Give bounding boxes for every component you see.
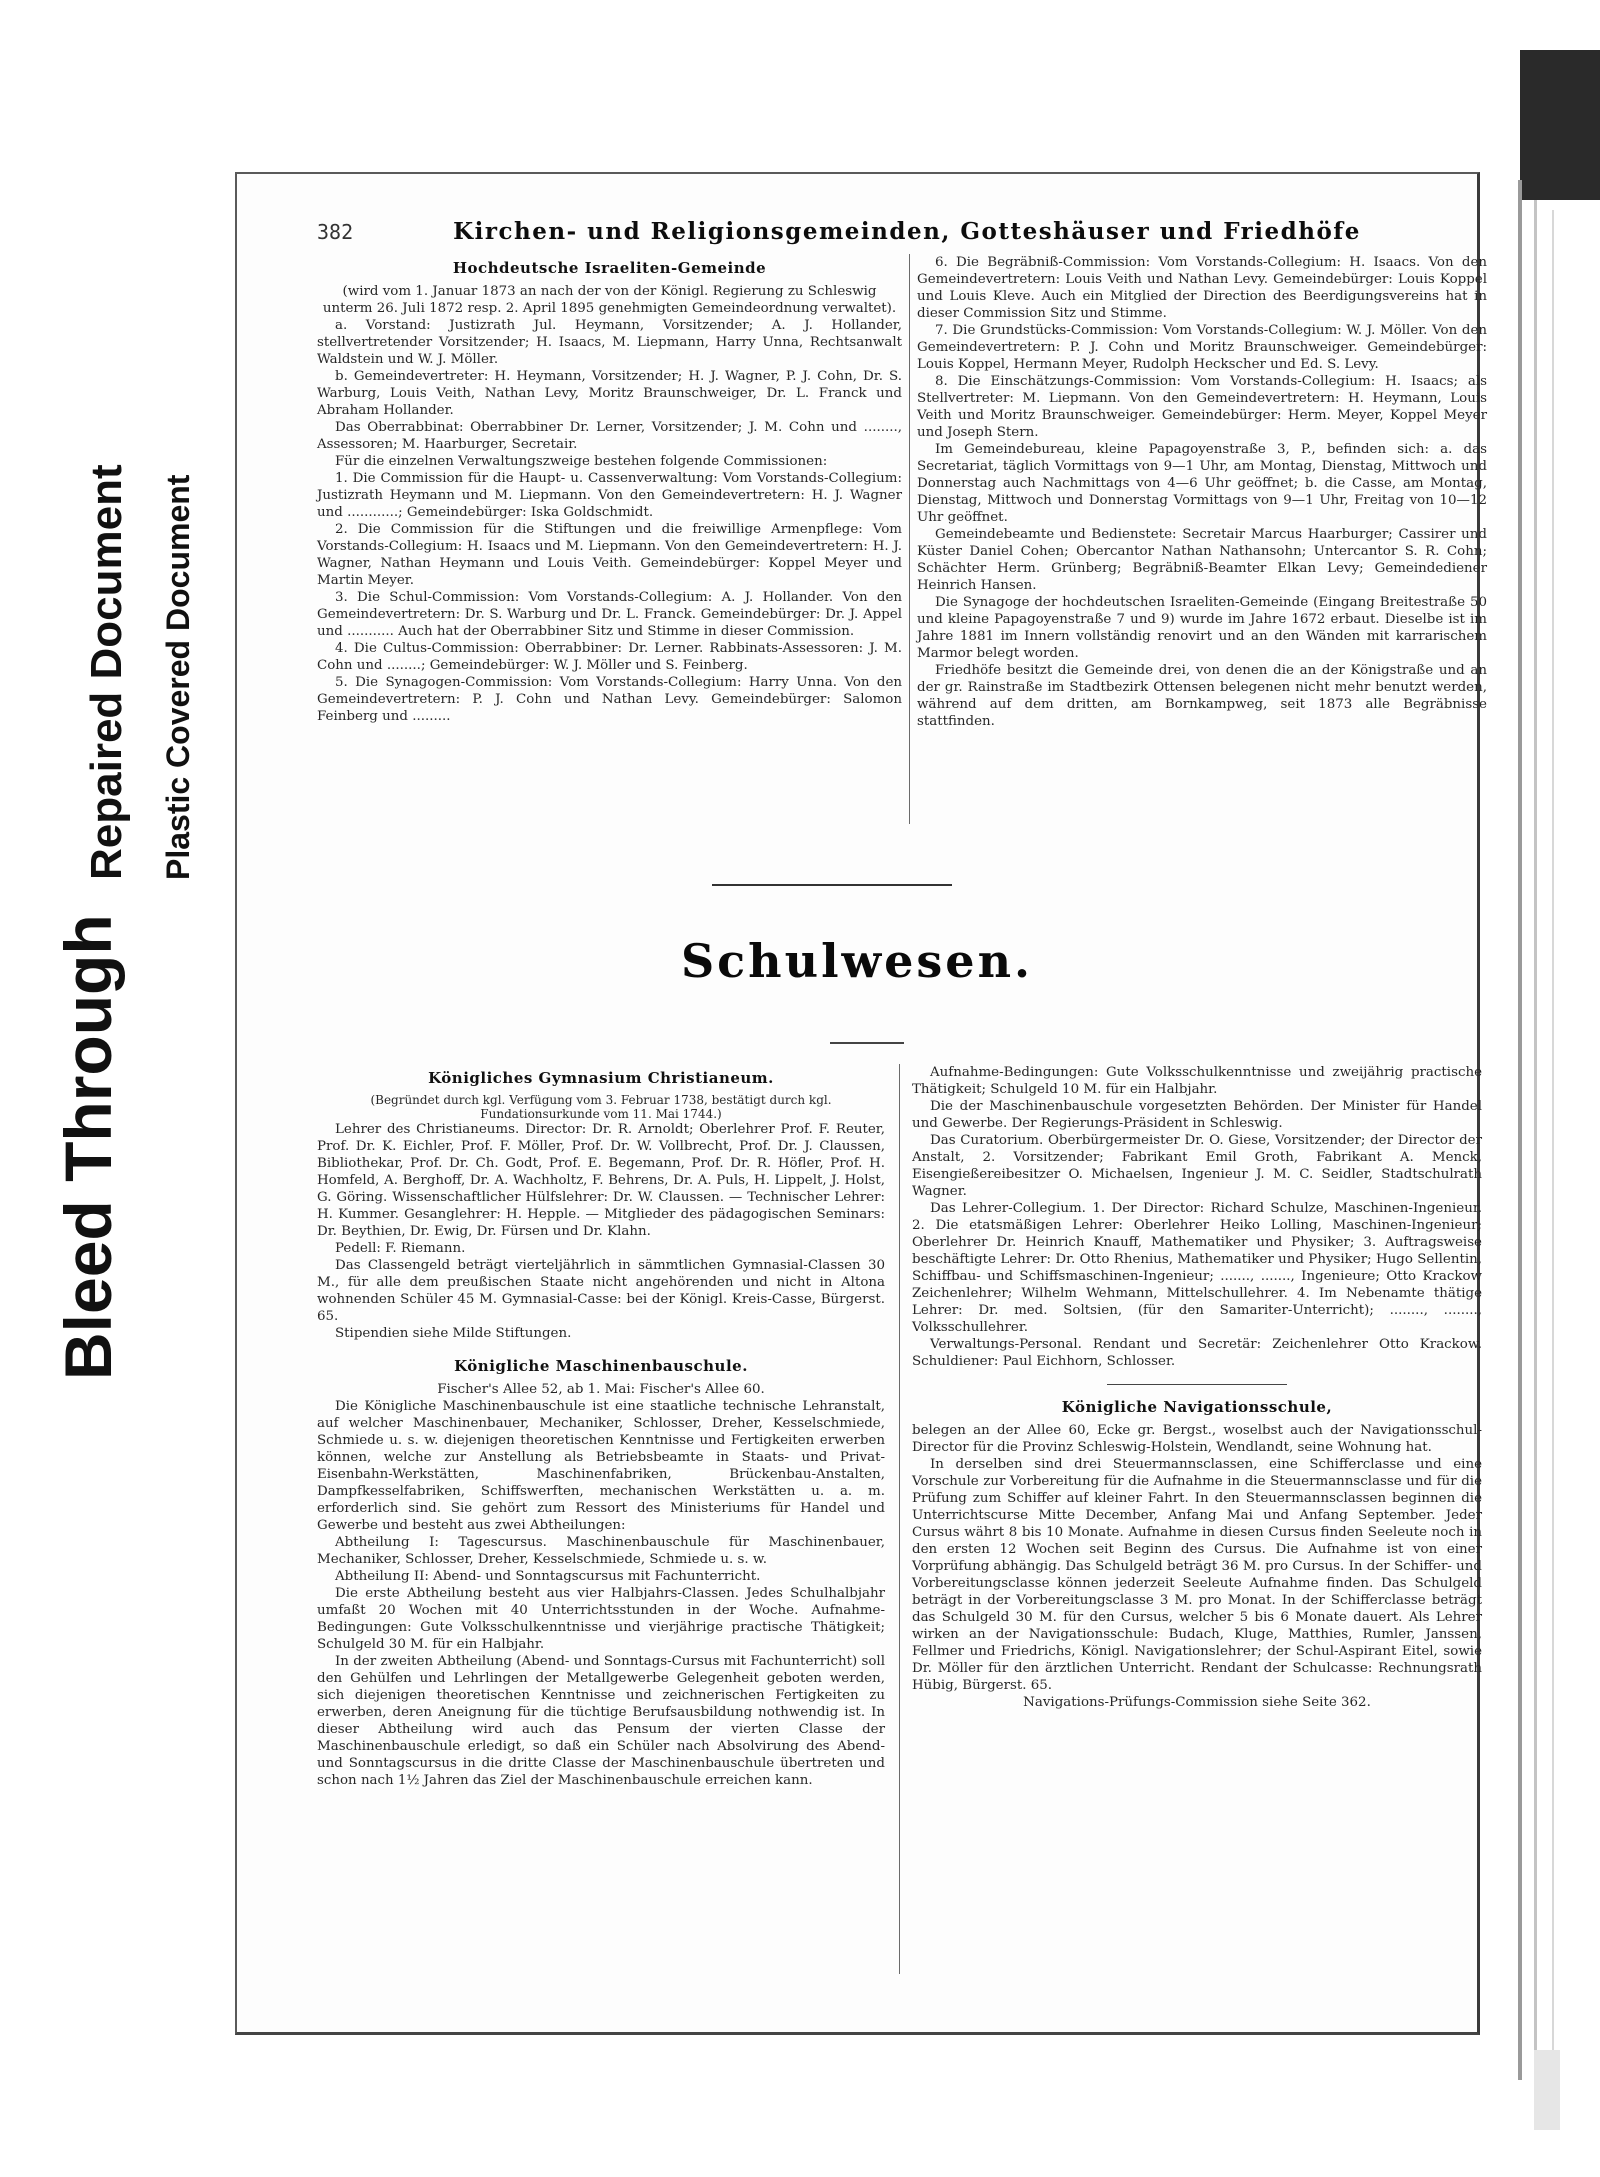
- section-rule: [830, 1042, 904, 1044]
- paragraph: 4. Die Cultus-Commission: Oberrabbiner: Dr. Lerner. Rabbinats-Assessoren: J. M. Cohn und ........; Gemeindebürger: W. J. Möller und S. Feinberg.: [317, 641, 902, 673]
- paragraph: Das Curatorium. Oberbürgermeister Dr. O. Giese, Vorsitzender; der Director der Anstalt, 2. Vorsitzender; Fabrikant Emil Groth, Fabrikant A. Menck, Eisengießereibesitzer O. Michaelsen, Ingenieur J. M. C. Seidler, Stadtschulrath Wagner.: [912, 1133, 1482, 1199]
- page-number: 382: [317, 220, 354, 244]
- binding-line: [1534, 200, 1537, 2080]
- paragraph: In der zweiten Abtheilung (Abend- und Sonntags-Cursus mit Fachunterricht) soll den Gehülfen und Lehrlingen der Metallgewerbe Gelegenheit geboten werden, sich diejenigen theoretischen Kenntnisse und zeichnerischen Fertigkeiten zu erwerben, deren Aneignung für die tüchtige Berufsausbildung nothwendig ist. In dieser Abtheilung wird auch das Pensum der vierten Classe der Maschinenbauschule erledigt, so daß ein Schüler nach Absolvirung des Abend- und Sonntagscursus in die dritte Classe der Maschinenbauschule übertreten und schon nach 1½ Jahren das Ziel der Maschinenbauschule erreichen kann.: [317, 1654, 885, 1788]
- plastic-covered-label: Plastic Covered Document: [160, 474, 196, 880]
- section-heading: Königliche Navigationsschule,: [1061, 1398, 1333, 1416]
- paragraph: 1. Die Commission für die Haupt- u. Cassenverwaltung: Vom Vorstands-Collegium: Justizrath Heymann und M. Liepmann. Von den Gemeindevertretern: H. J. Wagner und ............; Gemeindebürger: Iska Goldschmidt.: [317, 471, 902, 520]
- paragraph: Lehrer des Christianeums. Director: Dr. R. Arnoldt; Oberlehrer Prof. F. Reuter, Prof. Dr. K. Eichler, Prof. F. Möller, Prof. Dr. W. Vollbrecht, Prof. Dr. J. Claussen, Bibliothekar, Prof. Dr. Ch. Godt, Prof. E. Begemann, Prof. Dr. R. Höfler, Prof. H. Homfeld, A. Berghoff, Dr. A. Wachholtz, F. Behrens, Dr. A. Puls, H. Lippelt, J. Holst, G. Göring. Wissenschaftlicher Hülfslehrer: Dr. W. Claussen. — Technischer Lehrer: H. Kummer. Gesanglehrer: H. Hepple. — Mitglieder des pädagogischen Seminars: Dr. Beythien, Dr. Ewig, Dr. Fürsen und Dr. Klahn.: [317, 1122, 885, 1239]
- scan-edge-dark: [1520, 50, 1600, 200]
- binding-line: [1518, 180, 1522, 2080]
- bottom-left-column: [317, 1064, 885, 1789]
- section-heading: Hochdeutsche Israeliten-Gemeinde: [452, 259, 767, 277]
- paragraph: Das Oberrabbinat: Oberrabbiner Dr. Lerner, Vorsitzender; J. M. Cohn und ........, Assessoren; M. Haarburger, Secretair.: [317, 420, 902, 452]
- paragraph: Die Synagoge der hochdeutschen Israeliten-Gemeinde (Eingang Breitestraße 50 und kleine Papagoyenstraße 7 und 9) wurde im Jahre 1672 erbaut. Dieselbe ist im Jahre 1881 im Innern vollständig renovirt und an den Wänden mit karrarischem Marmor belegt worden.: [917, 595, 1487, 661]
- section-rule: [1107, 1384, 1287, 1385]
- bottom-right-column: [912, 1064, 1482, 1711]
- paragraph: Gemeindebeamte und Bedienstete: Secretair Marcus Haarburger; Cassirer und Küster Daniel Cohen; Obercantor Nathan Nathansohn; Untercantor S. R. Cohn; Schächter Herm. Grünberg; Begräbniß-Beamter Elkan Levy; Gemeindediener Heinrich Hansen.: [917, 527, 1487, 593]
- section-heading: Königliche Maschinenbauschule.: [454, 1357, 748, 1375]
- address: Fischer's Allee 52, ab 1. Mai: Fischer's Allee 60.: [437, 1382, 765, 1397]
- bleed-through-label: Bleed Through: [51, 914, 125, 1380]
- paragraph: Pedell: F. Riemann.: [335, 1241, 466, 1256]
- column-divider: [899, 1064, 900, 1974]
- paragraph: Navigations-Prüfungs-Commission siehe Seite 362.: [1023, 1695, 1371, 1710]
- paragraph: b. Gemeindevertreter: H. Heymann, Vorsitzender; H. J. Wagner, P. J. Cohn, Dr. S. Warburg, Louis Veith, Nathan Levy, Moritz Braunschweiger, Dr. L. Franck und Abraham Hollander.: [317, 369, 902, 418]
- repaired-document-label: Repaired Document: [82, 464, 131, 880]
- paragraph: Die der Maschinenbauschule vorgesetzten Behörden. Der Minister für Handel und Gewerbe. Der Regierungs-Präsident in Schleswig.: [912, 1099, 1482, 1131]
- section-title: Schulwesen.: [680, 934, 1034, 988]
- paragraph: Für die einzelnen Verwaltungszweige bestehen folgende Commissionen:: [335, 454, 828, 469]
- binding-line: [1552, 210, 1554, 2060]
- section-rule: [712, 884, 952, 886]
- subtitle: (Begründet durch kgl. Verfügung vom 3. Februar 1738, bestätigt durch kgl. Fundationsurkunde vom 11. Mai 1744.): [370, 1093, 832, 1121]
- paragraph: belegen an der Allee 60, Ecke gr. Bergst., woselbst auch der Navigationsschul-Director für die Provinz Schleswig-Holstein, Wendlandt, seine Wohnung hat.: [912, 1423, 1482, 1455]
- page-header: [317, 218, 1437, 250]
- scan-edge-shadow: [1534, 2050, 1560, 2130]
- paragraph: Das Classengeld beträgt vierteljährlich in sämmtlichen Gymnasial-Classen 30 M., für alle dem preußischen Staate nicht angehörenden und nicht in Altona wohnenden Schüler 45 M. Gymnasial-Casse: bei der Königl. Kreis-Casse, Bürgerst. 65.: [317, 1258, 885, 1324]
- paragraph: a. Vorstand: Justizrath Jul. Heymann, Vorsitzender; A. J. Hollander, stellvertretender Vorsitzender; H. Isaacs, M. Liepmann, Harry Unna, Rechtsanwalt Waldstein und W. J. Möller.: [317, 318, 902, 367]
- document-page: [235, 172, 1487, 2035]
- paragraph: Das Lehrer-Collegium. 1. Der Director: Richard Schulze, Maschinen-Ingenieur. 2. Die etatsmäßigen Lehrer: Oberlehrer Heiko Lolling, Maschinen-Ingenieur; Oberlehrer Dr. Heinrich Knauff, Mathematiker und Physiker; 3. Auftragsweise beschäftigte Lehrer: Dr. Otto Rhenius, Mathematiker und Physiker; Hugo Sellentin, Schiffbau- und Schiffsmaschinen-Ingenieur; ......., ......., Ingenieure; Otto Krackow Zeichenlehrer; Wilhelm Wehmann, Mittelschullehrer. 4. Im Nebenamte thätige Lehrer: Dr. med. Soltsien, (für den Samariter-Unterricht); ........, ........, Volksschullehrer.: [912, 1201, 1482, 1335]
- section-heading: Königliches Gymnasium Christianeum.: [428, 1069, 774, 1087]
- top-left-column: [317, 254, 902, 725]
- paragraph: 7. Die Grundstücks-Commission: Vom Vorstands-Collegium: W. J. Möller. Von den Gemeindevertretern: P. J. Cohn und Moritz Braunschweiger. Gemeindebürger: Louis Koppel, Hermann Meyer, Rudolph Heckscher und Ed. S. Levy.: [917, 323, 1487, 372]
- paragraph: Verwaltungs-Personal. Rendant und Secretär: Zeichenlehrer Otto Krackow. Schuldiener: Paul Eichhorn, Schlosser.: [912, 1337, 1482, 1369]
- paragraph: (wird vom 1. Januar 1873 an nach der von der Königl. Regierung zu Schleswig unterm 26. Juli 1872 resp. 2. April 1895 genehmigten Gemeindeordnung verwaltet).: [322, 284, 897, 316]
- paragraph: 5. Die Synagogen-Commission: Vom Vorstands-Collegium: Harry Unna. Von den Gemeindevertretern: P. J. Cohn und Nathan Levy. Gemeindebürger: Salomon Feinberg und .........: [317, 675, 902, 724]
- top-right-column: [917, 254, 1487, 730]
- paragraph: Abtheilung I: Tagescursus. Maschinenbauschule für Maschinenbauer, Mechaniker, Schlosser, Dreher, Kesselschmiede, Schmiede u. s. w.: [317, 1535, 885, 1567]
- paragraph: Im Gemeindebureau, kleine Papagoyenstraße 3, P., befinden sich: a. das Secretariat, täglich Vormittags von 9—1 Uhr, am Montag, Dienstag, Mittwoch und Donnerstag auch Nachmittags von 4—6 Uhr geöffnet; b. die Casse, am Montag, Dienstag, Mittwoch und Donnerstag Vormittags von 9—1 Uhr, Freitag von 10—12 Uhr geöffnet.: [917, 442, 1487, 525]
- paragraph: Aufnahme-Bedingungen: Gute Volksschulkenntnisse und zweijährig practische Thätigkeit; Schulgeld 10 M. für ein Halbjahr.: [912, 1065, 1482, 1097]
- paragraph: Stipendien siehe Milde Stiftungen.: [335, 1326, 572, 1341]
- paragraph: Die erste Abtheilung besteht aus vier Halbjahrs-Classen. Jedes Schulhalbjahr umfaßt 20 Wochen mit 40 Unterrichtsstunden in der Woche. Aufnahme-Bedingungen: Gute Volksschulkenntnisse und vierjährige practische Thätigkeit; Schulgeld 30 M. für ein Halbjahr.: [317, 1586, 885, 1652]
- paragraph: 2. Die Commission für die Stiftungen und die freiwillige Armenpflege: Vom Vorstands-Collegium: H. Isaacs und M. Liepmann. Von den Gemeindevertretern: H. J. Wagner, Nathan Heymann und Louis Veith. Gemeindebürger: Koppel Meyer und Martin Meyer.: [317, 522, 902, 588]
- paragraph: In derselben sind drei Steuermannsclassen, eine Schifferclasse und eine Vorschule zur Vorbereitung für die Aufnahme in die Steuermannsclasse und für die Prüfung zum Schiffer auf kleiner Fahrt. In den Steuermannsclassen beginnen die Unterrichtscurse Mitte December, Anfang Mai und Anfang September. Jeder Cursus währt 8 bis 10 Monate. Aufnahme in diesen Cursus finden Seeleute noch in den ersten 12 Wochen seit Beginn des Cursus. Die Aufnahme ist von einer Vorprüfung abhängig. Das Schulgeld beträgt 36 M. pro Cursus. In der Schiffer- und Vorbereitungsclasse können jederzeit Seeleute Aufnahme finden. Das Schulgeld beträgt in der Vorbereitungsclasse 3 M. pro Monat. In der Schifferclasse beträgt das Schulgeld 30 M. für den Cursus, welcher 5 bis 6 Monate dauert. Als Lehrer wirken an der Navigationsschule: Budach, Kluge, Matthies, Rumler, Janssen, Fellmer und Friedrichs, Königl. Navigationslehrer; der Schul-Aspirant Eitel, sowie Dr. Möller für den ärztlichen Unterricht. Rendant der Schulcasse: Rechnungsrath Hübig, Bürgerst. 65.: [912, 1457, 1482, 1693]
- paragraph: Abtheilung II: Abend- und Sonntagscursus mit Fachunterricht.: [335, 1569, 761, 1584]
- paragraph: Friedhöfe besitzt die Gemeinde drei, von denen die an der Königstraße und an der gr. Rainstraße im Stadtbezirk Ottensen belegenen nicht mehr benutzt werden, während auf dem dritten, am Bornkampweg, seit 1873 alle Begräbnisse stattfinden.: [917, 663, 1487, 729]
- paragraph: 6. Die Begräbniß-Commission: Vom Vorstands-Collegium: H. Isaacs. Von den Gemeindevertretern: Louis Veith und Nathan Levy. Gemeindebürger: Louis Koppel und Louis Kleve. Auch ein Mitglied der Direction des Beerdigungsvereins hat in dieser Commission Sitz und Stimme.: [917, 255, 1487, 321]
- paragraph: Die Königliche Maschinenbauschule ist eine staatliche technische Lehranstalt, auf welcher Maschinenbauer, Mechaniker, Schlosser, Dreher, Kesselschmiede, Schmiede u. s. w. diejenigen theoretischen Kenntnisse und Fertigkeiten erwerben können, welche zur Anstellung als Betriebsbeamte in Staats- und Privat-Eisenbahn-Werkstätten, Maschinenfabriken, Brückenbau-Anstalten, Dampfkesselfabriken, Schiffswerften, mechanischen Werkstätten u. a. m. erforderlich sind. Sie gehört zum Ressort des Ministeriums für Handel und Gewerbe und besteht aus zwei Abtheilungen:: [317, 1399, 885, 1533]
- paragraph: 8. Die Einschätzungs-Commission: Vom Vorstands-Collegium: H. Isaacs; als Stellvertreter: M. Liepmann. Von den Gemeindevertretern: H. Heymann, Louis Veith und Moritz Braunschweiger. Gemeindebürger: Herm. Meyer, Koppel Meyer und Joseph Stern.: [917, 374, 1487, 440]
- column-divider: [909, 254, 910, 824]
- paragraph: 3. Die Schul-Commission: Vom Vorstands-Collegium: A. J. Hollander. Von den Gemeindevertretern: Dr. S. Warburg und Dr. L. Franck. Gemeindebürger: Dr. J. Appel und ........... Auch hat der Oberrabbiner Sitz und Stimme in dieser Commission.: [317, 590, 902, 639]
- running-head: Kirchen- und Religionsgemeinden, Gotteshäuser und Friedhöfe: [453, 218, 1361, 245]
